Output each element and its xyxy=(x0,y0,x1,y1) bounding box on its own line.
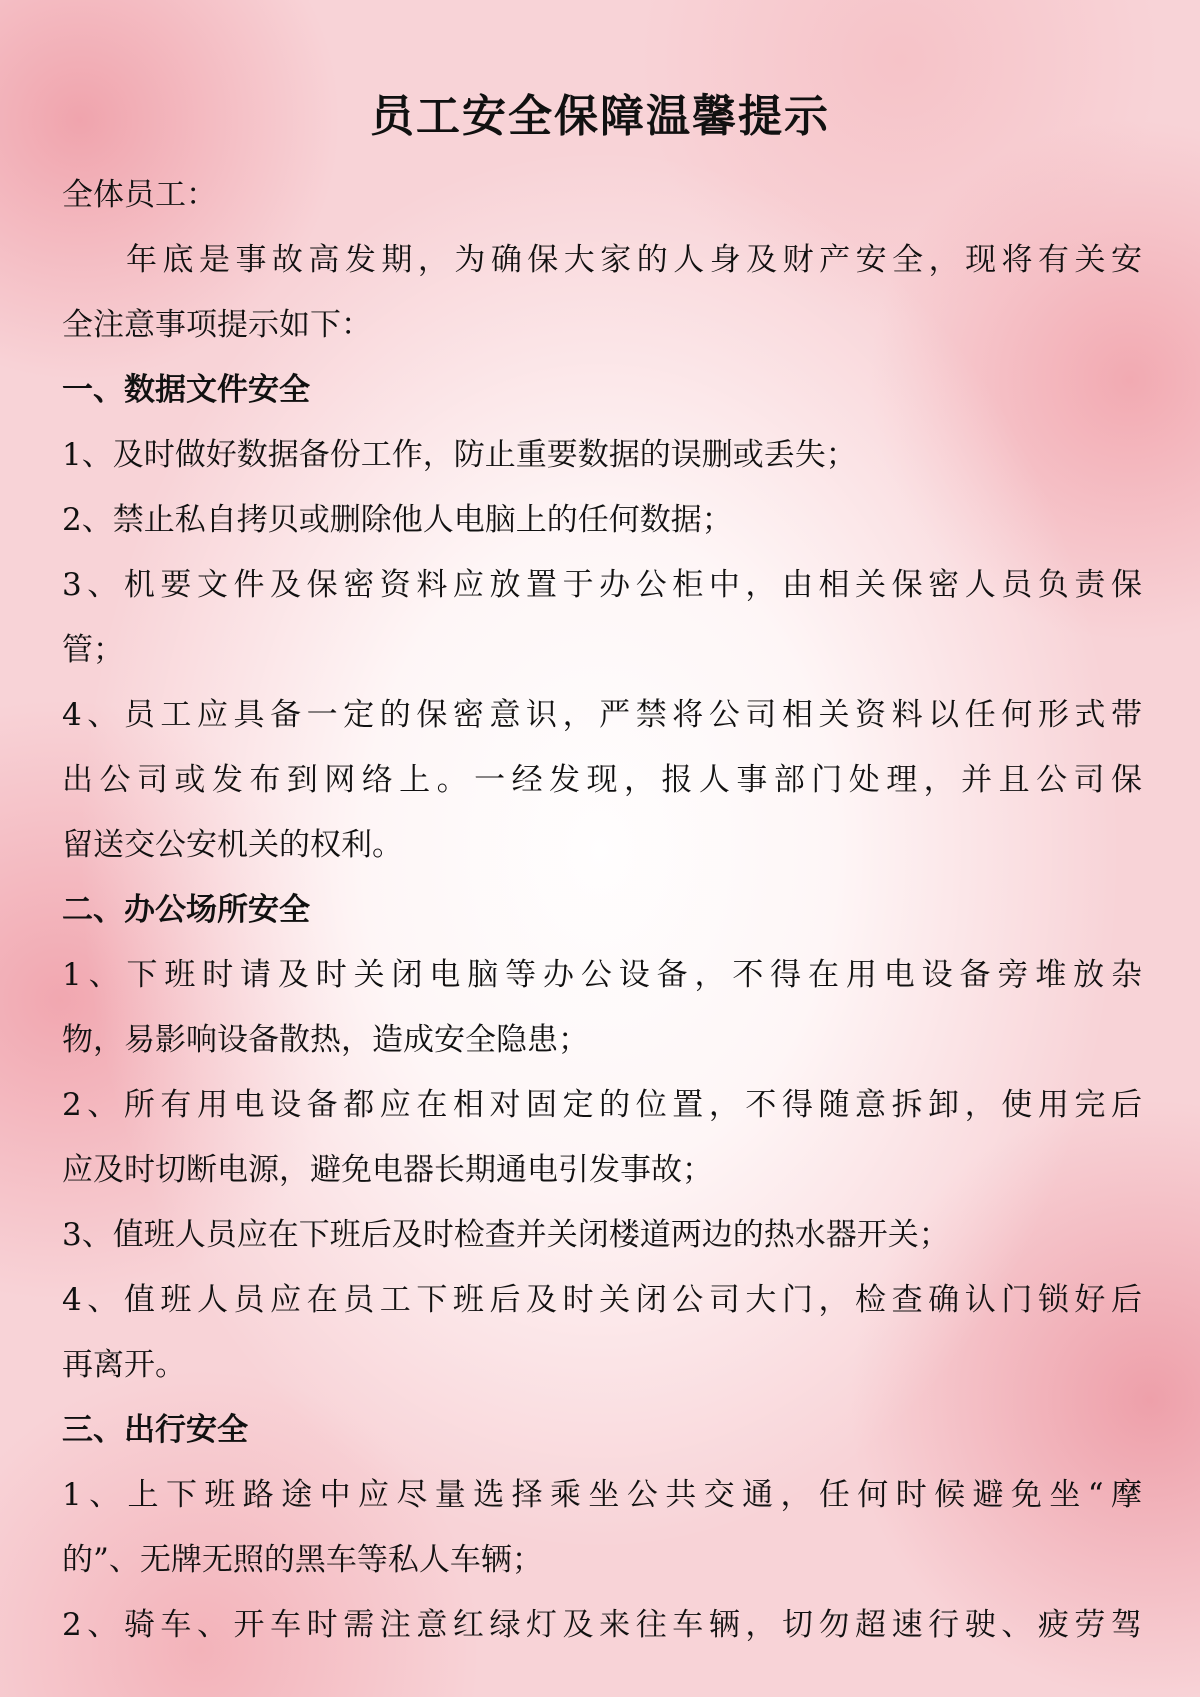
list-item-line: 2、所有用电设备都应在相对固定的位置，不得随意拆卸，使用完后 xyxy=(62,1087,1142,1123)
list-item-line: 再离开。 xyxy=(62,1347,186,1383)
intro-line: 年底是事故高发期，为确保大家的人身及财产安全，现将有关安 xyxy=(126,242,1142,278)
list-item-line: 2、禁止私自拷贝或删除他人电脑上的任何数据； xyxy=(62,502,733,538)
greeting: 全体员工： xyxy=(62,177,217,213)
sections xyxy=(62,358,1142,1658)
section-heading: 一、数据文件安全 xyxy=(62,372,310,408)
list-item-line: 的”、无牌无照的黑车等私人车辆； xyxy=(62,1542,543,1578)
list-item-line: 2、骑车、开车时需注意红绿灯及来往车辆，切勿超速行驶、疲劳驾 xyxy=(62,1607,1142,1643)
list-item-line: 应及时切断电源，避免电器长期通电引发事故； xyxy=(62,1152,713,1188)
section-heading: 二、办公场所安全 xyxy=(62,892,310,928)
document-body xyxy=(62,163,1142,1658)
list-item-line: 3、机要文件及保密资料应放置于办公柜中，由相关保密人员负责保 xyxy=(62,567,1142,603)
list-item-line: 3、值班人员应在下班后及时检查并关闭楼道两边的热水器开关； xyxy=(62,1217,950,1253)
list-item-line: 物，易影响设备散热，造成安全隐患； xyxy=(62,1022,589,1058)
list-item-line: 1、上下班路途中应尽量选择乘坐公共交通，任何时候避免坐“摩 xyxy=(62,1477,1142,1513)
intro-line: 全注意事项提示如下： xyxy=(62,307,372,343)
list-item-line: 1、及时做好数据备份工作，防止重要数据的误删或丢失； xyxy=(62,437,857,473)
list-item-line: 留送交公安机关的权利。 xyxy=(62,827,403,863)
section-heading: 三、出行安全 xyxy=(62,1412,248,1448)
page-title: 员工安全保障温馨提示 xyxy=(370,91,830,142)
list-item-line: 出公司或发布到网络上。一经发现，报人事部门处理，并且公司保 xyxy=(62,762,1142,798)
list-item-line: 管； xyxy=(62,632,124,668)
list-item-line: 4、员工应具备一定的保密意识，严禁将公司相关资料以任何形式带 xyxy=(62,697,1142,733)
list-item-line: 1、下班时请及时关闭电脑等办公设备，不得在用电设备旁堆放杂 xyxy=(62,957,1142,993)
list-item-line: 4、值班人员应在员工下班后及时关闭公司大门，检查确认门锁好后 xyxy=(62,1282,1142,1318)
